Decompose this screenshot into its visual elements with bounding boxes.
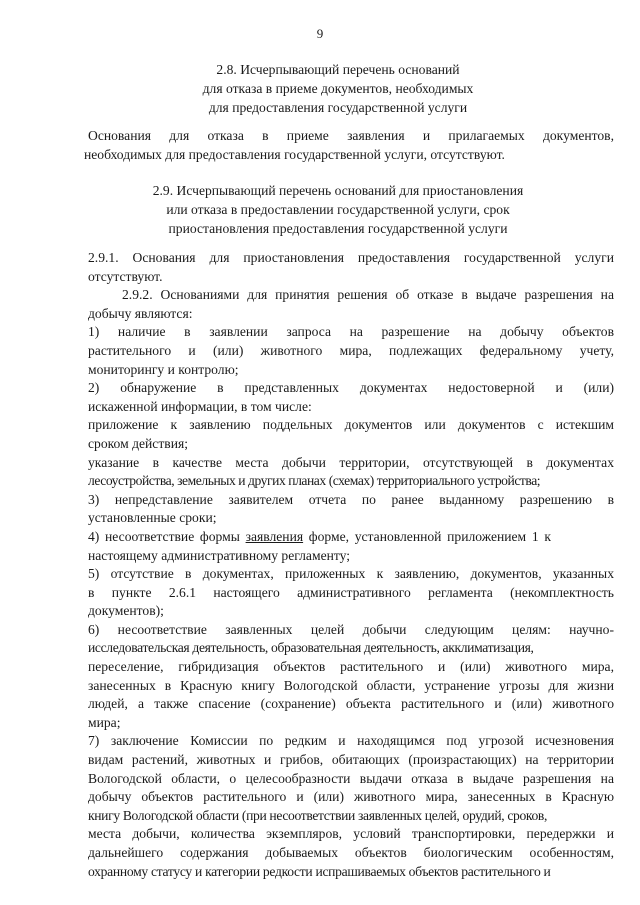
text-line: установленные сроки; xyxy=(88,510,217,526)
text-line: растительного и (или) животного мира, подлежащих федеральному учету, xyxy=(88,342,614,358)
list-item-3 xyxy=(88,491,614,528)
text-line: 1) наличие в заявлении запроса на разрешение на добычу объектов xyxy=(88,324,614,340)
text-line: Основания для отказа в приеме заявления и прилагаемых документов, xyxy=(88,128,614,143)
text-line: дальнейшего содержания добываемых объектов биологическим особенностям, xyxy=(88,845,614,860)
application-link[interactable]: заявления xyxy=(245,528,304,544)
text-line: книгу Вологодской области (при несоответствии заявленных целей, орудий, сроков, xyxy=(88,807,548,823)
section-2-9-heading xyxy=(88,181,588,238)
list-item-2 xyxy=(88,379,614,491)
list-item-7 xyxy=(88,732,614,881)
text-line: переселение, гибридизация объектов растительного и (или) животного мира, xyxy=(88,659,614,675)
text-line: исследовательская деятельность, образовательная деятельность, акклиматизация, xyxy=(88,640,534,656)
text-line: занесенных в Красную книгу Вологодской области, устранение угрозы для жизни xyxy=(88,677,614,693)
list-item-6 xyxy=(88,621,614,733)
section-2-9-body xyxy=(88,249,614,881)
text-line: 2.9.1. Основания для приостановления предоставления государственной услуги xyxy=(88,250,614,265)
text-line: охранному статусу и категории редкости испрашиваемых объектов растительного и xyxy=(88,863,551,879)
text-line: Вологодской области, о целесообразности выдачи отказа в выдаче разрешения на xyxy=(88,770,614,786)
heading-line: для отказа в приеме документов, необходимых xyxy=(202,81,474,96)
paragraph xyxy=(84,127,614,164)
text-line: 2) обнаружение в представленных документах недостоверной и (или) xyxy=(88,380,614,396)
heading-line: 2.8. Исчерпывающий перечень оснований xyxy=(216,62,460,77)
text-line: указание в качестве места добычи территории, отсутствующей в документах xyxy=(88,454,614,470)
section-2-8-body xyxy=(84,127,614,164)
text-line: добычу объектов растительного и (или) животного мира, занесенных в Красную xyxy=(88,789,614,805)
paragraph-2-9-2 xyxy=(88,286,614,323)
list-item-4 xyxy=(88,528,614,565)
list-item-5 xyxy=(88,565,614,621)
text-fragment: 4) несоответствие формы xyxy=(88,528,246,544)
text-line: лесоустройства, земельных и других планах (схемах) территориального устройства; xyxy=(88,473,541,489)
page-number: 9 xyxy=(316,26,324,41)
text-line: настоящему административному регламенту; xyxy=(88,547,351,563)
text-line: видам растений, животных и грибов, обитающих (произрастающих) на территории xyxy=(88,752,614,768)
text-line: людей, а также спасение (сохранение) объекта растительного и (или) животного xyxy=(88,696,614,712)
text-line: в пункте 2.6.1 настоящего административного регламента (некомплектность xyxy=(88,584,614,600)
text-line: 6) несоответствие заявленных целей добычи следующим целям: научно- xyxy=(88,621,614,637)
text-line: мониторингу и контролю; xyxy=(88,361,239,377)
heading-line: приостановления предоставления государственной услуги xyxy=(168,221,508,236)
text-line: места добычи, количества экземпляров, условий транспортировки, передержки и xyxy=(88,826,614,842)
list-item-1 xyxy=(88,323,614,379)
text-line: добычу являются: xyxy=(88,305,193,321)
text-line xyxy=(88,528,614,547)
text-line: 3) непредставление заявителем отчета по ранее выданному разрешению в xyxy=(88,491,614,507)
text-line: 7) заключение Комиссии по редким и находящимся под угрозой исчезновения xyxy=(88,733,614,749)
text-line: приложение к заявлению поддельных документов или документов с истекшим xyxy=(88,417,614,433)
text-line: документов); xyxy=(88,603,164,619)
text-line: 5) отсутствие в документах, приложенных к заявлению, документов, указанных xyxy=(88,566,614,582)
text-line: искаженной информации, в том числе: xyxy=(88,398,312,414)
text-line: сроком действия; xyxy=(88,435,189,451)
section-2-8-heading xyxy=(88,60,588,117)
heading-line: или отказа в предоставлении государственной услуги, срок xyxy=(166,202,510,217)
heading-line: для предоставления государственной услуги xyxy=(208,100,468,115)
text-line: мира; xyxy=(88,714,121,730)
text-line: отсутствуют. xyxy=(88,268,163,284)
text-line: необходимых для предоставления государственной услуги, отсутствуют. xyxy=(84,146,505,162)
paragraph-2-9-1 xyxy=(88,249,614,286)
text-fragment: форме, установленной приложением 1 к xyxy=(303,528,551,544)
text-line: 2.9.2. Основаниями для принятия решения об отказе в выдаче разрешения на xyxy=(122,287,614,303)
heading-line: 2.9. Исчерпывающий перечень оснований для приостановления xyxy=(152,183,524,198)
